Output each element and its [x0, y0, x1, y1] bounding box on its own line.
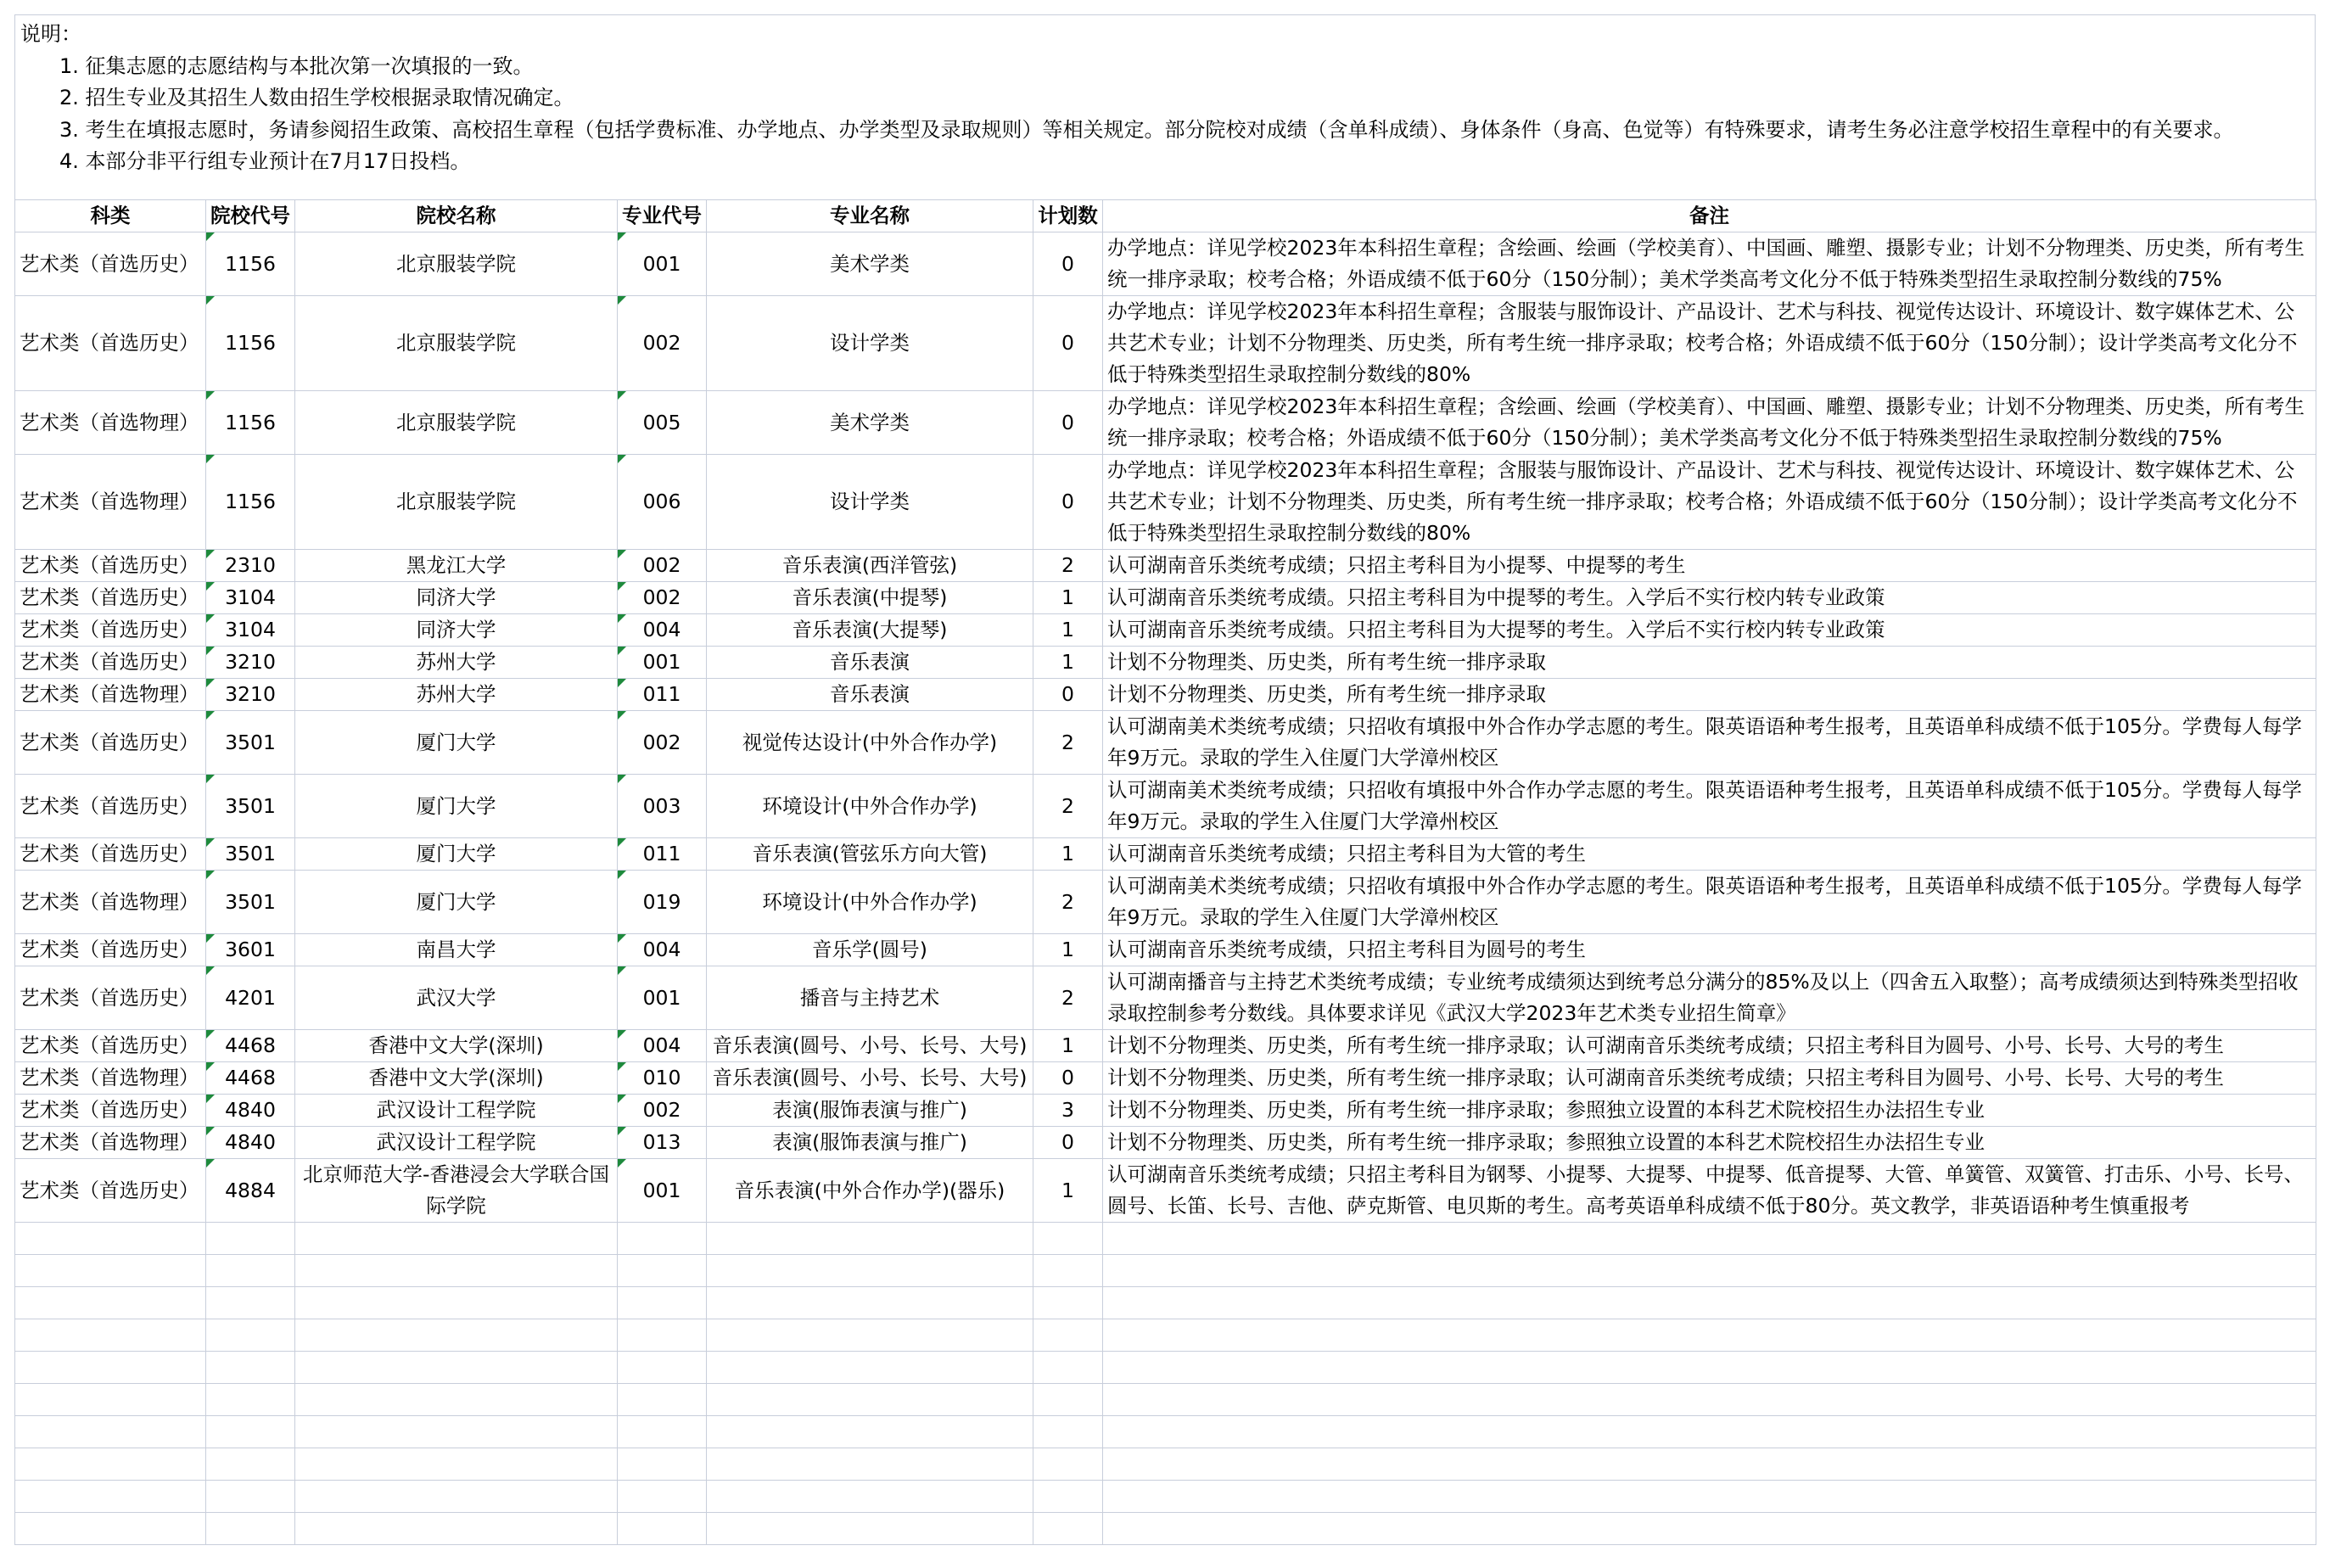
- header-school-name[interactable]: 院校名称: [295, 200, 618, 232]
- cell-major-code[interactable]: 011: [618, 679, 707, 711]
- empty-cell[interactable]: [1033, 1481, 1103, 1513]
- cell-plan[interactable]: 0: [1033, 391, 1103, 455]
- empty-row: [15, 1513, 2316, 1545]
- cell-school-name[interactable]: 北京师范大学-香港浸会大学联合国际学院: [295, 1159, 618, 1223]
- empty-cell[interactable]: [618, 1481, 707, 1513]
- spreadsheet: [14, 14, 2316, 1545]
- cell-major-code[interactable]: 013: [618, 1127, 707, 1159]
- table-row: [15, 679, 2316, 711]
- cell-school-name[interactable]: 南昌大学: [295, 934, 618, 966]
- cell-major-code[interactable]: 002: [618, 1095, 707, 1127]
- header-category[interactable]: 科类: [15, 200, 206, 232]
- empty-cell[interactable]: [1103, 1416, 2316, 1448]
- cell-remark[interactable]: 认可湖南美术类统考成绩；只招收有填报中外合作办学志愿的考生。限英语语种考生报考，且英语单科成绩不低于105分。学费每人每学年9万元。录取的学生入住厦门大学漳州校区: [1103, 711, 2316, 775]
- empty-row: [15, 1384, 2316, 1416]
- empty-cell[interactable]: [295, 1481, 618, 1513]
- empty-row: [15, 1255, 2316, 1287]
- empty-cell[interactable]: [206, 1319, 295, 1352]
- table-row: [15, 1159, 2316, 1223]
- cell-school-code[interactable]: 3501: [206, 711, 295, 775]
- header-major-code[interactable]: 专业代号: [618, 200, 707, 232]
- cell-plan[interactable]: 1: [1033, 614, 1103, 647]
- cell-plan[interactable]: 2: [1033, 550, 1103, 582]
- cell-category[interactable]: 艺术类（首选历史）: [15, 296, 206, 391]
- cell-school-name[interactable]: 香港中文大学(深圳): [295, 1030, 618, 1062]
- empty-cell[interactable]: [295, 1416, 618, 1448]
- cell-remark[interactable]: 办学地点：详见学校2023年本科招生章程；含绘画、绘画（学校美育）、中国画、雕塑、摄影专业；计划不分物理类、历史类，所有考生统一排序录取；校考合格；外语成绩不低于60分（150分制）；美术学类高考文化分不低于特殊类型招生录取控制分数线的75%: [1103, 232, 2316, 296]
- table-row: [15, 838, 2316, 871]
- empty-cell[interactable]: [295, 1513, 618, 1545]
- cell-remark[interactable]: 计划不分物理类、历史类，所有考生统一排序录取；参照独立设置的本科艺术院校招生办法招生专业: [1103, 1095, 2316, 1127]
- cell-major-code[interactable]: 001: [618, 232, 707, 296]
- table-row: [15, 1127, 2316, 1159]
- empty-cell[interactable]: [295, 1255, 618, 1287]
- empty-cell[interactable]: [15, 1287, 206, 1319]
- table-row: [15, 966, 2316, 1030]
- cell-major-name[interactable]: 音乐表演(管弦乐方向大管): [707, 838, 1033, 871]
- cell-major-code[interactable]: 001: [618, 1159, 707, 1223]
- table-row: [15, 1095, 2316, 1127]
- cell-category[interactable]: 艺术类（首选历史）: [15, 775, 206, 838]
- cell-remark[interactable]: 办学地点：详见学校2023年本科招生章程；含绘画、绘画（学校美育）、中国画、雕塑、摄影专业；计划不分物理类、历史类，所有考生统一排序录取；校考合格；外语成绩不低于60分（150分制）；美术学类高考文化分不低于特殊类型招生录取控制分数线的75%: [1103, 391, 2316, 455]
- empty-cell[interactable]: [15, 1352, 206, 1384]
- cell-category[interactable]: 艺术类（首选物理）: [15, 1127, 206, 1159]
- cell-school-code[interactable]: 4884: [206, 1159, 295, 1223]
- cell-school-name[interactable]: 苏州大学: [295, 679, 618, 711]
- cell-category[interactable]: 艺术类（首选历史）: [15, 1030, 206, 1062]
- empty-cell[interactable]: [15, 1223, 206, 1255]
- cell-remark[interactable]: 计划不分物理类、历史类，所有考生统一排序录取；参照独立设置的本科艺术院校招生办法招生专业: [1103, 1127, 2316, 1159]
- cell-major-name[interactable]: 视觉传达设计(中外合作办学): [707, 711, 1033, 775]
- cell-school-code[interactable]: 4201: [206, 966, 295, 1030]
- empty-cell[interactable]: [1033, 1255, 1103, 1287]
- empty-cell[interactable]: [707, 1319, 1033, 1352]
- empty-cell[interactable]: [1103, 1287, 2316, 1319]
- note-item: 2. 招生专业及其招生人数由招生学校根据录取情况确定。: [59, 86, 574, 109]
- header-plan[interactable]: 计划数: [1033, 200, 1103, 232]
- cell-category[interactable]: 艺术类（首选历史）: [15, 966, 206, 1030]
- empty-cell[interactable]: [15, 1416, 206, 1448]
- cell-major-name[interactable]: 音乐表演: [707, 679, 1033, 711]
- table-row: [15, 934, 2316, 966]
- cell-school-name[interactable]: 厦门大学: [295, 838, 618, 871]
- empty-cell[interactable]: [707, 1416, 1033, 1448]
- table-row: [15, 232, 2316, 296]
- empty-cell[interactable]: [707, 1223, 1033, 1255]
- cell-plan[interactable]: 0: [1033, 455, 1103, 550]
- cell-school-code[interactable]: 3501: [206, 838, 295, 871]
- empty-cell[interactable]: [295, 1287, 618, 1319]
- empty-cell[interactable]: [618, 1448, 707, 1481]
- table-row: [15, 871, 2316, 934]
- notes-block: [14, 14, 2316, 199]
- cell-school-name[interactable]: 厦门大学: [295, 871, 618, 934]
- empty-cell[interactable]: [1033, 1513, 1103, 1545]
- empty-cell[interactable]: [295, 1319, 618, 1352]
- empty-cell[interactable]: [15, 1255, 206, 1287]
- empty-cell[interactable]: [618, 1513, 707, 1545]
- cell-school-code[interactable]: 1156: [206, 232, 295, 296]
- cell-category[interactable]: 艺术类（首选物理）: [15, 391, 206, 455]
- cell-major-name[interactable]: 环境设计(中外合作办学): [707, 775, 1033, 838]
- empty-cell[interactable]: [1103, 1481, 2316, 1513]
- cell-major-code[interactable]: 002: [618, 711, 707, 775]
- table-row: [15, 614, 2316, 647]
- cell-major-name[interactable]: 音乐表演(中提琴): [707, 582, 1033, 614]
- header-row: [15, 200, 2316, 232]
- cell-major-code[interactable]: 001: [618, 966, 707, 1030]
- cell-plan[interactable]: 0: [1033, 232, 1103, 296]
- cell-plan[interactable]: 2: [1033, 966, 1103, 1030]
- empty-cell[interactable]: [15, 1319, 206, 1352]
- cell-major-code[interactable]: 010: [618, 1062, 707, 1095]
- cell-school-name[interactable]: 厦门大学: [295, 711, 618, 775]
- empty-cell[interactable]: [618, 1352, 707, 1384]
- table-row: [15, 296, 2316, 391]
- cell-major-name[interactable]: 播音与主持艺术: [707, 966, 1033, 1030]
- empty-cell[interactable]: [707, 1255, 1033, 1287]
- cell-school-name[interactable]: 北京服装学院: [295, 391, 618, 455]
- cell-school-code[interactable]: 3104: [206, 582, 295, 614]
- empty-cell[interactable]: [707, 1352, 1033, 1384]
- cell-remark[interactable]: 认可湖南播音与主持艺术类统考成绩；专业统考成绩须达到统考总分满分的85%及以上（四舍五入取整）；高考成绩须达到特殊类型招收录取控制参考分数线。具体要求详见《武汉大学2023年艺术类专业招生简章》: [1103, 966, 2316, 1030]
- empty-cell[interactable]: [15, 1513, 206, 1545]
- cell-school-name[interactable]: 同济大学: [295, 614, 618, 647]
- cell-remark[interactable]: 认可湖南音乐类统考成绩；只招主考科目为钢琴、小提琴、大提琴、中提琴、低音提琴、大管、单簧管、双簧管、打击乐、小号、长号、圆号、长笛、长号、吉他、萨克斯管、电贝斯的考生。高考英语单科成绩不低于80分。英文教学，非英语语种考生慎重报考: [1103, 1159, 2316, 1223]
- cell-school-name[interactable]: 北京服装学院: [295, 296, 618, 391]
- empty-row: [15, 1448, 2316, 1481]
- cell-school-code[interactable]: 3104: [206, 614, 295, 647]
- cell-school-code[interactable]: 4840: [206, 1127, 295, 1159]
- table-row: [15, 582, 2316, 614]
- empty-cell[interactable]: [707, 1287, 1033, 1319]
- note-item: 3. 考生在填报志愿时，务请参阅招生政策、高校招生章程（包括学费标准、办学地点、办学类型及录取规则）等相关规定。部分院校对成绩（含单科成绩）、身体条件（身高、色觉等）有特殊要求，请考生务必注意学校招生章程中的有关要求。: [59, 117, 2234, 142]
- cell-category[interactable]: 艺术类（首选历史）: [15, 550, 206, 582]
- cell-major-name[interactable]: 表演(服饰表演与推广): [707, 1095, 1033, 1127]
- cell-major-code[interactable]: 002: [618, 582, 707, 614]
- empty-cell[interactable]: [618, 1416, 707, 1448]
- table-row: [15, 711, 2316, 775]
- empty-cell[interactable]: [1033, 1319, 1103, 1352]
- empty-cell[interactable]: [1033, 1287, 1103, 1319]
- cell-plan[interactable]: 1: [1033, 582, 1103, 614]
- cell-plan[interactable]: 2: [1033, 775, 1103, 838]
- cell-school-code[interactable]: 3210: [206, 679, 295, 711]
- cell-plan[interactable]: 1: [1033, 647, 1103, 679]
- empty-row: [15, 1481, 2316, 1513]
- empty-cell[interactable]: [206, 1352, 295, 1384]
- empty-row: [15, 1416, 2316, 1448]
- cell-school-code[interactable]: 2310: [206, 550, 295, 582]
- table-row: [15, 647, 2316, 679]
- cell-major-code[interactable]: 003: [618, 775, 707, 838]
- empty-row: [15, 1319, 2316, 1352]
- cell-major-code[interactable]: 001: [618, 647, 707, 679]
- cell-school-code[interactable]: 1156: [206, 455, 295, 550]
- empty-cell[interactable]: [1103, 1255, 2316, 1287]
- cell-plan[interactable]: 3: [1033, 1095, 1103, 1127]
- cell-plan[interactable]: 1: [1033, 934, 1103, 966]
- cell-school-name[interactable]: 黑龙江大学: [295, 550, 618, 582]
- cell-remark[interactable]: 认可湖南音乐类统考成绩；只招主考科目为大管的考生: [1103, 838, 2316, 871]
- empty-cell[interactable]: [1103, 1513, 2316, 1545]
- empty-cell[interactable]: [1103, 1319, 2316, 1352]
- cell-major-name[interactable]: 表演(服饰表演与推广): [707, 1127, 1033, 1159]
- cell-major-name[interactable]: 设计学类: [707, 455, 1033, 550]
- cell-plan[interactable]: 0: [1033, 1062, 1103, 1095]
- header-remark[interactable]: 备注: [1103, 200, 2316, 232]
- cell-category[interactable]: 艺术类（首选物理）: [15, 1062, 206, 1095]
- empty-cell[interactable]: [707, 1513, 1033, 1545]
- cell-plan[interactable]: 2: [1033, 871, 1103, 934]
- empty-cell[interactable]: [1103, 1223, 2316, 1255]
- empty-cell[interactable]: [618, 1255, 707, 1287]
- cell-school-name[interactable]: 同济大学: [295, 582, 618, 614]
- cell-school-name[interactable]: 北京服装学院: [295, 232, 618, 296]
- cell-school-name[interactable]: 厦门大学: [295, 775, 618, 838]
- cell-school-name[interactable]: 北京服装学院: [295, 455, 618, 550]
- cell-plan[interactable]: 0: [1033, 679, 1103, 711]
- empty-cell[interactable]: [206, 1287, 295, 1319]
- cell-category[interactable]: 艺术类（首选历史）: [15, 232, 206, 296]
- cell-school-code[interactable]: 1156: [206, 391, 295, 455]
- cell-remark[interactable]: 计划不分物理类、历史类，所有考生统一排序录取；认可湖南音乐类统考成绩；只招主考科目为圆号、小号、长号、大号的考生: [1103, 1062, 2316, 1095]
- empty-cell[interactable]: [618, 1223, 707, 1255]
- cell-category[interactable]: 艺术类（首选历史）: [15, 647, 206, 679]
- empty-cell[interactable]: [295, 1448, 618, 1481]
- header-major-name[interactable]: 专业名称: [707, 200, 1033, 232]
- cell-major-code[interactable]: 004: [618, 934, 707, 966]
- cell-category[interactable]: 艺术类（首选历史）: [15, 838, 206, 871]
- empty-cell[interactable]: [1103, 1352, 2316, 1384]
- empty-cell[interactable]: [15, 1384, 206, 1416]
- empty-cell[interactable]: [1103, 1448, 2316, 1481]
- cell-category[interactable]: 艺术类（首选历史）: [15, 934, 206, 966]
- cell-school-code[interactable]: 3601: [206, 934, 295, 966]
- cell-remark[interactable]: 计划不分物理类、历史类，所有考生统一排序录取: [1103, 679, 2316, 711]
- cell-plan[interactable]: 1: [1033, 1030, 1103, 1062]
- table-row: [15, 1062, 2316, 1095]
- notes-title: 说明：: [20, 22, 81, 46]
- cell-plan[interactable]: 0: [1033, 296, 1103, 391]
- cell-major-code[interactable]: 004: [618, 614, 707, 647]
- cell-major-name[interactable]: 美术学类: [707, 232, 1033, 296]
- table-row: [15, 391, 2316, 455]
- empty-cell[interactable]: [206, 1513, 295, 1545]
- cell-plan[interactable]: 0: [1033, 1127, 1103, 1159]
- cell-remark[interactable]: 认可湖南音乐类统考成绩。只招主考科目为中提琴的考生。入学后不实行校内转专业政策: [1103, 582, 2316, 614]
- cell-school-name[interactable]: 苏州大学: [295, 647, 618, 679]
- cell-major-name[interactable]: 环境设计(中外合作办学): [707, 871, 1033, 934]
- cell-major-code[interactable]: 006: [618, 455, 707, 550]
- cell-plan[interactable]: 2: [1033, 711, 1103, 775]
- cell-category[interactable]: 艺术类（首选历史）: [15, 614, 206, 647]
- empty-cell[interactable]: [707, 1448, 1033, 1481]
- cell-major-code[interactable]: 011: [618, 838, 707, 871]
- cell-remark[interactable]: 认可湖南音乐类统考成绩。只招主考科目为大提琴的考生。入学后不实行校内转专业政策: [1103, 614, 2316, 647]
- empty-cell[interactable]: [206, 1481, 295, 1513]
- cell-remark[interactable]: 认可湖南音乐类统考成绩；只招主考科目为小提琴、中提琴的考生: [1103, 550, 2316, 582]
- cell-school-code[interactable]: 4468: [206, 1030, 295, 1062]
- cell-major-code[interactable]: 005: [618, 391, 707, 455]
- empty-cell[interactable]: [707, 1384, 1033, 1416]
- cell-remark[interactable]: 计划不分物理类、历史类，所有考生统一排序录取: [1103, 647, 2316, 679]
- empty-cell[interactable]: [618, 1287, 707, 1319]
- empty-cell[interactable]: [15, 1448, 206, 1481]
- admissions-table: [14, 199, 2316, 1545]
- cell-school-name[interactable]: 香港中文大学(深圳): [295, 1062, 618, 1095]
- cell-school-code[interactable]: 3501: [206, 775, 295, 838]
- empty-cell[interactable]: [618, 1319, 707, 1352]
- cell-major-code[interactable]: 002: [618, 296, 707, 391]
- cell-remark[interactable]: 计划不分物理类、历史类，所有考生统一排序录取；认可湖南音乐类统考成绩；只招主考科目为圆号、小号、长号、大号的考生: [1103, 1030, 2316, 1062]
- cell-plan[interactable]: 1: [1033, 838, 1103, 871]
- empty-row: [15, 1223, 2316, 1255]
- empty-cell[interactable]: [206, 1384, 295, 1416]
- empty-row: [15, 1352, 2316, 1384]
- empty-cell[interactable]: [1103, 1384, 2316, 1416]
- cell-major-name[interactable]: 音乐学(圆号): [707, 934, 1033, 966]
- cell-category[interactable]: 艺术类（首选物理）: [15, 871, 206, 934]
- empty-cell[interactable]: [206, 1223, 295, 1255]
- cell-school-name[interactable]: 武汉设计工程学院: [295, 1095, 618, 1127]
- header-school-code[interactable]: 院校代号: [206, 200, 295, 232]
- cell-school-code[interactable]: 3501: [206, 871, 295, 934]
- cell-remark[interactable]: 认可湖南美术类统考成绩；只招收有填报中外合作办学志愿的考生。限英语语种考生报考，且英语单科成绩不低于105分。学费每人每学年9万元。录取的学生入住厦门大学漳州校区: [1103, 871, 2316, 934]
- cell-major-name[interactable]: 音乐表演(圆号、小号、长号、大号): [707, 1062, 1033, 1095]
- empty-cell[interactable]: [206, 1255, 295, 1287]
- cell-major-code[interactable]: 004: [618, 1030, 707, 1062]
- empty-cell[interactable]: [295, 1384, 618, 1416]
- empty-row: [15, 1287, 2316, 1319]
- cell-school-code[interactable]: 1156: [206, 296, 295, 391]
- cell-remark[interactable]: 办学地点：详见学校2023年本科招生章程；含服装与服饰设计、产品设计、艺术与科技、视觉传达设计、环境设计、数字媒体艺术、公共艺术专业；计划不分物理类、历史类，所有考生统一排序录取；校考合格；外语成绩不低于60分（150分制）；设计学类高考文化分不低于特殊类型招生录取控制分数线的80%: [1103, 296, 2316, 391]
- cell-category[interactable]: 艺术类（首选历史）: [15, 582, 206, 614]
- note-item: 4. 本部分非平行组专业预计在7月17日投档。: [59, 149, 471, 173]
- empty-cell[interactable]: [15, 1481, 206, 1513]
- cell-school-name[interactable]: 武汉大学: [295, 966, 618, 1030]
- cell-category[interactable]: 艺术类（首选历史）: [15, 711, 206, 775]
- cell-remark[interactable]: 认可湖南美术类统考成绩；只招收有填报中外合作办学志愿的考生。限英语语种考生报考，且英语单科成绩不低于105分。学费每人每学年9万元。录取的学生入住厦门大学漳州校区: [1103, 775, 2316, 838]
- cell-major-name[interactable]: 音乐表演(西洋管弦): [707, 550, 1033, 582]
- note-item: 1. 征集志愿的志愿结构与本批次第一次填报的一致。: [59, 53, 534, 78]
- cell-major-name[interactable]: 音乐表演(大提琴): [707, 614, 1033, 647]
- cell-major-name[interactable]: 音乐表演: [707, 647, 1033, 679]
- cell-school-name[interactable]: 武汉设计工程学院: [295, 1127, 618, 1159]
- cell-school-code[interactable]: 4840: [206, 1095, 295, 1127]
- cell-remark[interactable]: 办学地点：详见学校2023年本科招生章程；含服装与服饰设计、产品设计、艺术与科技、视觉传达设计、环境设计、数字媒体艺术、公共艺术专业；计划不分物理类、历史类，所有考生统一排序录取；校考合格；外语成绩不低于60分（150分制）；设计学类高考文化分不低于特殊类型招生录取控制分数线的80%: [1103, 455, 2316, 550]
- empty-cell[interactable]: [1033, 1223, 1103, 1255]
- empty-cell[interactable]: [707, 1481, 1033, 1513]
- cell-major-name[interactable]: 美术学类: [707, 391, 1033, 455]
- cell-remark[interactable]: 认可湖南音乐类统考成绩，只招主考科目为圆号的考生: [1103, 934, 2316, 966]
- cell-category[interactable]: 艺术类（首选物理）: [15, 455, 206, 550]
- table-row: [15, 1030, 2316, 1062]
- cell-plan[interactable]: 1: [1033, 1159, 1103, 1223]
- cell-school-code[interactable]: 3210: [206, 647, 295, 679]
- cell-category[interactable]: 艺术类（首选历史）: [15, 1095, 206, 1127]
- empty-cell[interactable]: [1033, 1352, 1103, 1384]
- cell-major-name[interactable]: 音乐表演(圆号、小号、长号、大号): [707, 1030, 1033, 1062]
- cell-category[interactable]: 艺术类（首选物理）: [15, 679, 206, 711]
- cell-major-name[interactable]: 音乐表演(中外合作办学)(器乐): [707, 1159, 1033, 1223]
- empty-cell[interactable]: [295, 1352, 618, 1384]
- empty-cell[interactable]: [618, 1384, 707, 1416]
- table-row: [15, 455, 2316, 550]
- empty-cell[interactable]: [1033, 1384, 1103, 1416]
- empty-cell[interactable]: [295, 1223, 618, 1255]
- table-row: [15, 550, 2316, 582]
- cell-major-name[interactable]: 设计学类: [707, 296, 1033, 391]
- table-row: [15, 775, 2316, 838]
- notes-list: [20, 51, 2310, 178]
- empty-cell[interactable]: [1033, 1448, 1103, 1481]
- cell-major-code[interactable]: 019: [618, 871, 707, 934]
- cell-school-code[interactable]: 4468: [206, 1062, 295, 1095]
- empty-cell[interactable]: [1033, 1416, 1103, 1448]
- empty-cell[interactable]: [206, 1416, 295, 1448]
- cell-major-code[interactable]: 002: [618, 550, 707, 582]
- cell-category[interactable]: 艺术类（首选历史）: [15, 1159, 206, 1223]
- empty-cell[interactable]: [206, 1448, 295, 1481]
